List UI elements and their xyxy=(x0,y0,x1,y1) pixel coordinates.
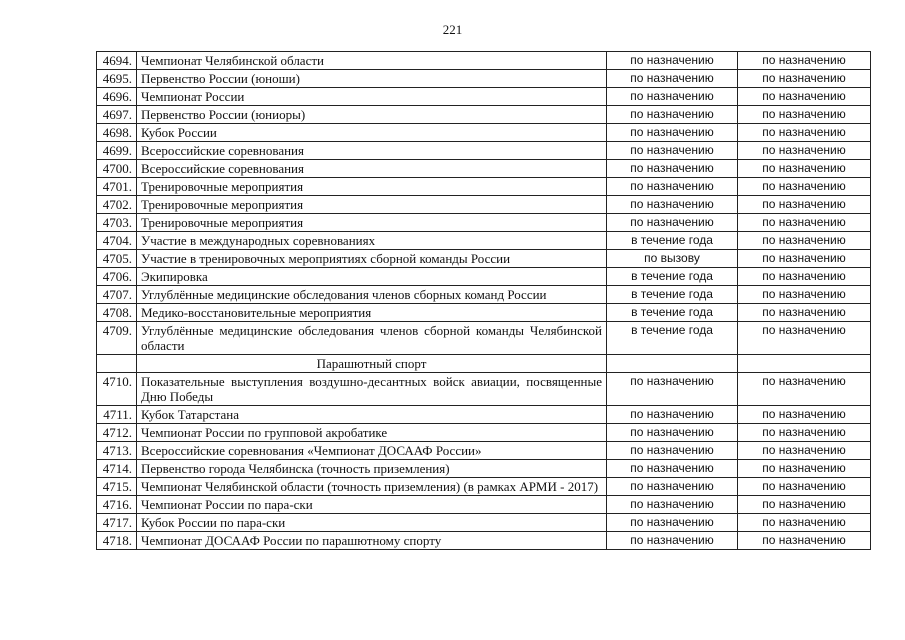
page-number: 221 xyxy=(442,22,463,37)
event-name: Чемпионат Челябинской области (точность приземления) (в рамках АРМИ - 2017) xyxy=(137,478,607,496)
event-place: по назначению xyxy=(738,196,871,214)
row-number: 4714. xyxy=(97,460,137,478)
table-row xyxy=(97,214,871,232)
row-number: 4700. xyxy=(97,160,137,178)
row-number: 4709. xyxy=(97,322,137,355)
row-number: 4698. xyxy=(97,124,137,142)
events-table-body xyxy=(97,52,871,550)
event-name: Экипировка xyxy=(137,268,607,286)
event-term: по назначению xyxy=(607,52,738,70)
table-row xyxy=(97,268,871,286)
event-place: по назначению xyxy=(738,424,871,442)
section-num-cell xyxy=(97,355,137,373)
event-term: по назначению xyxy=(607,214,738,232)
event-name: Тренировочные мероприятия xyxy=(137,178,607,196)
event-name: Первенство России (юноши) xyxy=(137,70,607,88)
event-place: по назначению xyxy=(738,478,871,496)
event-name: Показательные выступления воздушно-десантных войск авиации, посвященные Дню Победы xyxy=(137,373,607,406)
event-name: Чемпионат России по групповой акробатике xyxy=(137,424,607,442)
event-term: по назначению xyxy=(607,70,738,88)
event-term: по назначению xyxy=(607,160,738,178)
event-name: Тренировочные мероприятия xyxy=(137,214,607,232)
section-place-cell xyxy=(738,355,871,373)
row-number: 4718. xyxy=(97,532,137,550)
event-term: по назначению xyxy=(607,106,738,124)
event-term: по назначению xyxy=(607,373,738,406)
event-place: по назначению xyxy=(738,70,871,88)
event-name: Первенство России (юниоры) xyxy=(137,106,607,124)
table-row xyxy=(97,406,871,424)
event-place: по назначению xyxy=(738,160,871,178)
event-place: по назначению xyxy=(738,286,871,304)
row-number: 4703. xyxy=(97,214,137,232)
table-row xyxy=(97,250,871,268)
event-name: Углублённые медицинские обследования членов сборной команды Челябинской области xyxy=(137,322,607,355)
row-number: 4697. xyxy=(97,106,137,124)
event-place: по назначению xyxy=(738,442,871,460)
event-name: Тренировочные мероприятия xyxy=(137,196,607,214)
table-row xyxy=(97,124,871,142)
table-row xyxy=(97,88,871,106)
event-term: по назначению xyxy=(607,460,738,478)
event-term: в течение года xyxy=(607,304,738,322)
event-term: по назначению xyxy=(607,496,738,514)
table-row xyxy=(97,532,871,550)
table-row xyxy=(97,232,871,250)
section-header-row xyxy=(97,355,871,373)
row-number: 4695. xyxy=(97,70,137,88)
row-number: 4705. xyxy=(97,250,137,268)
event-place: по назначению xyxy=(738,106,871,124)
event-name: Первенство города Челябинска (точность приземления) xyxy=(137,460,607,478)
section-term-cell xyxy=(607,355,738,373)
row-number: 4707. xyxy=(97,286,137,304)
event-term: по назначению xyxy=(607,406,738,424)
table-row xyxy=(97,442,871,460)
table-row xyxy=(97,160,871,178)
event-name: Всероссийские соревнования «Чемпионат ДОСААФ России» xyxy=(137,442,607,460)
event-term: по вызову xyxy=(607,250,738,268)
table-row xyxy=(97,322,871,355)
event-place: по назначению xyxy=(738,268,871,286)
event-name: Участие в тренировочных мероприятиях сборной команды России xyxy=(137,250,607,268)
row-number: 4701. xyxy=(97,178,137,196)
table-row xyxy=(97,373,871,406)
row-number: 4702. xyxy=(97,196,137,214)
table-row xyxy=(97,178,871,196)
event-place: по назначению xyxy=(738,214,871,232)
event-place: по назначению xyxy=(738,88,871,106)
row-number: 4712. xyxy=(97,424,137,442)
event-term: в течение года xyxy=(607,232,738,250)
table-row xyxy=(97,304,871,322)
row-number: 4708. xyxy=(97,304,137,322)
event-name: Всероссийские соревнования xyxy=(137,142,607,160)
event-term: по назначению xyxy=(607,478,738,496)
row-number: 4710. xyxy=(97,373,137,406)
event-term: по назначению xyxy=(607,88,738,106)
event-place: по назначению xyxy=(738,460,871,478)
event-term: по назначению xyxy=(607,196,738,214)
event-place: по назначению xyxy=(738,250,871,268)
event-name: Всероссийские соревнования xyxy=(137,160,607,178)
row-number: 4715. xyxy=(97,478,137,496)
table-row xyxy=(97,52,871,70)
event-place: по назначению xyxy=(738,142,871,160)
event-term: по назначению xyxy=(607,532,738,550)
event-place: по назначению xyxy=(738,406,871,424)
event-term: по назначению xyxy=(607,142,738,160)
table-row xyxy=(97,478,871,496)
event-place: по назначению xyxy=(738,178,871,196)
event-term: в течение года xyxy=(607,286,738,304)
event-name: Кубок России по пара-ски xyxy=(137,514,607,532)
event-term: по назначению xyxy=(607,124,738,142)
table-row xyxy=(97,70,871,88)
row-number: 4694. xyxy=(97,52,137,70)
table-row xyxy=(97,142,871,160)
event-name: Чемпионат ДОСААФ России по парашютному спорту xyxy=(137,532,607,550)
event-place: по назначению xyxy=(738,322,871,355)
table-row xyxy=(97,514,871,532)
event-name: Участие в международных соревнованиях xyxy=(137,232,607,250)
event-name: Чемпионат России xyxy=(137,88,607,106)
row-number: 4699. xyxy=(97,142,137,160)
table-row xyxy=(97,496,871,514)
table-row xyxy=(97,106,871,124)
event-term: по назначению xyxy=(607,178,738,196)
event-name: Чемпионат Челябинской области xyxy=(137,52,607,70)
row-number: 4696. xyxy=(97,88,137,106)
row-number: 4711. xyxy=(97,406,137,424)
event-name: Медико-восстановительные мероприятия xyxy=(137,304,607,322)
event-place: по назначению xyxy=(738,232,871,250)
event-place: по назначению xyxy=(738,496,871,514)
event-term: по назначению xyxy=(607,424,738,442)
row-number: 4717. xyxy=(97,514,137,532)
row-number: 4706. xyxy=(97,268,137,286)
event-term: по назначению xyxy=(607,514,738,532)
event-place: по назначению xyxy=(738,124,871,142)
event-name: Углублённые медицинские обследования членов сборных команд России xyxy=(137,286,607,304)
section-title: Парашютный спорт xyxy=(137,355,607,373)
table-row xyxy=(97,286,871,304)
table-row xyxy=(97,460,871,478)
table-row xyxy=(97,196,871,214)
event-place: по назначению xyxy=(738,52,871,70)
event-term: по назначению xyxy=(607,442,738,460)
row-number: 4713. xyxy=(97,442,137,460)
row-number: 4716. xyxy=(97,496,137,514)
events-table xyxy=(96,51,871,550)
event-name: Кубок России xyxy=(137,124,607,142)
event-name: Чемпионат России по пара-ски xyxy=(137,496,607,514)
event-place: по назначению xyxy=(738,304,871,322)
event-name: Кубок Татарстана xyxy=(137,406,607,424)
event-term: в течение года xyxy=(607,268,738,286)
event-term: в течение года xyxy=(607,322,738,355)
table-row xyxy=(97,424,871,442)
row-number: 4704. xyxy=(97,232,137,250)
event-place: по назначению xyxy=(738,373,871,406)
event-place: по назначению xyxy=(738,514,871,532)
event-place: по назначению xyxy=(738,532,871,550)
